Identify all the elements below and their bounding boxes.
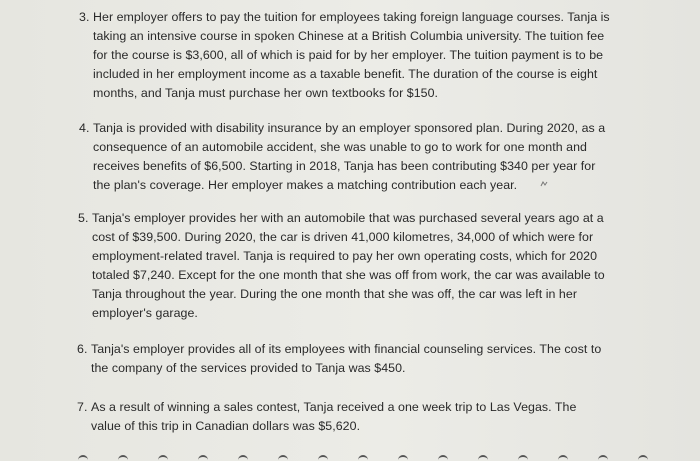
question-line: As a result of winning a sales contest, Tanja received a one week trip to Las Vegas. The [91, 400, 577, 414]
question-4 [79, 119, 605, 195]
question-line: included in her employment income as a taxable benefit. The duration of the course is eight [93, 67, 598, 81]
question-number: 7. [77, 400, 88, 414]
question-line: Tanja's employer provides all of its employees with financial counseling services. The cost to [91, 342, 602, 356]
question-line: months, and Tanja must purchase her own textbooks for $150. [93, 86, 439, 100]
question-line: totaled $7,240. Except for the one month that she was off from work, the car was available to [92, 268, 605, 282]
question-line: Tanja is provided with disability insurance by an employer sponsored plan. During 2020, as a [93, 121, 606, 135]
question-line: cost of $39,500. During 2020, the car is driven 41,000 kilometres, 34,000 of which were for [92, 230, 594, 244]
cutoff-text-fragment [78, 452, 698, 461]
question-3 [79, 8, 610, 103]
question-line: consequence of an automobile accident, she was unable to go to work for one month and [93, 140, 587, 154]
cursor-artifact-icon [540, 181, 548, 187]
question-line: taking an intensive course in spoken Chinese at a British Columbia university. The tuition fee [93, 29, 605, 43]
question-6 [77, 340, 601, 378]
question-line: for the course is $3,600, all of which is paid for by her employer. The tuition payment is to be [93, 48, 604, 62]
question-line: receives benefits of $6,500. Starting in 2018, Tanja has been contributing $340 per year for [93, 159, 596, 173]
question-line: employment-related travel. Tanja is required to pay her own operating costs, which for 2020 [92, 249, 598, 263]
question-line: the company of the services provided to Tanja was $450. [91, 361, 406, 375]
question-line: Tanja throughout the year. During the one month that she was off, the car was left in her [92, 287, 577, 301]
question-line: Tanja's employer provides her with an automobile that was purchased several years ago at a [92, 211, 604, 225]
question-line: the plan's coverage. Her employer makes a matching contribution each year. [93, 178, 518, 192]
question-7 [77, 398, 576, 436]
question-number: 4. [79, 121, 90, 135]
question-number: 5. [78, 211, 89, 225]
question-5 [78, 209, 605, 323]
question-line: value of this trip in Canadian dollars was $5,620. [91, 419, 361, 433]
question-line: Her employer offers to pay the tuition for employees taking foreign language courses. Tanja is [93, 10, 610, 24]
question-number: 6. [77, 342, 88, 356]
question-line: employer's garage. [92, 306, 198, 320]
question-number: 3. [79, 10, 90, 24]
